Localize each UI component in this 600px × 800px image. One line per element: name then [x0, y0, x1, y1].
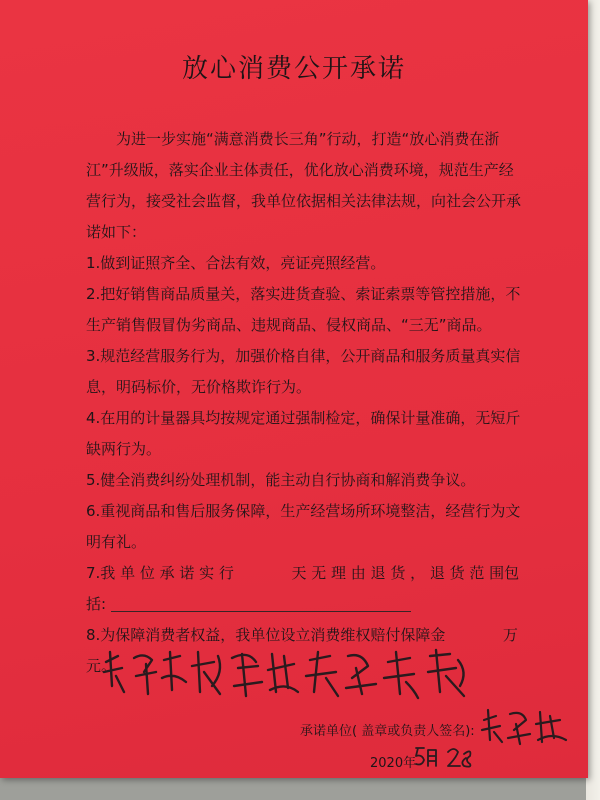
pledge-item-2: 2.把好销售商品质量关，落实进货查验、索证索票等管控措施，不生产销售假冒伪劣商品、违规商品、侵权商品、“三无”商品。: [86, 285, 521, 334]
pledge-item-1: 1.做到证照齐全、合法有效，亮证亮照经营。: [86, 254, 386, 272]
pledge-body: [86, 124, 526, 682]
pledge-item-6: 6.重视商品和售后服务保障，生产经营场所环境整洁，经营行为文明有礼。: [86, 502, 521, 551]
pledge-item-4: 4.在用的计量器具均按规定通过强制检定，确保计量准确，无短斤缺两行为。: [86, 409, 521, 458]
item8-text-start: 8.为保障消费者权益，我单位设立消费维权赔付保障金: [86, 626, 446, 644]
handwritten-date: [412, 742, 474, 770]
page-title: 放心消费公开承诺: [181, 54, 406, 84]
handwritten-person-signature: [480, 704, 572, 746]
background-paper-strip: [586, 0, 600, 800]
pledge-item-3: 3.规范经营服务行为，加强价格自律，公开商品和服务质量真实信息，明码标价，无价格欺诈行为。: [86, 347, 521, 396]
pledge-item-5: 5.健全消费纠纷处理机制，能主动自行协商和解消费争议。: [86, 471, 476, 489]
handwritten-store-name-signature: [100, 642, 480, 706]
item7-text-end: 天 无 理 由 退 货 ， 退 货 范 围包括:: [86, 564, 520, 613]
date-printed-year: 2020年: [370, 756, 417, 771]
item8-text-end: 万元。: [86, 626, 518, 675]
item7-text-start: 7.我 单 位 承 诺 实 行: [86, 564, 234, 582]
signatory-label: 承诺单位( 盖章或负责人签名):: [300, 724, 475, 739]
return-scope-blank-line: [111, 597, 411, 612]
pledge-item-7: [86, 558, 526, 620]
intro-paragraph: 为进一步实施“满意消费长三角”行动，打造“放心消费在浙江”升级版，落实企业主体责任，优化放心消费环境，规范生产经营行为，接受社会监督，我单位依据相关法律法规，向社会公开承诺如下：: [86, 130, 522, 241]
